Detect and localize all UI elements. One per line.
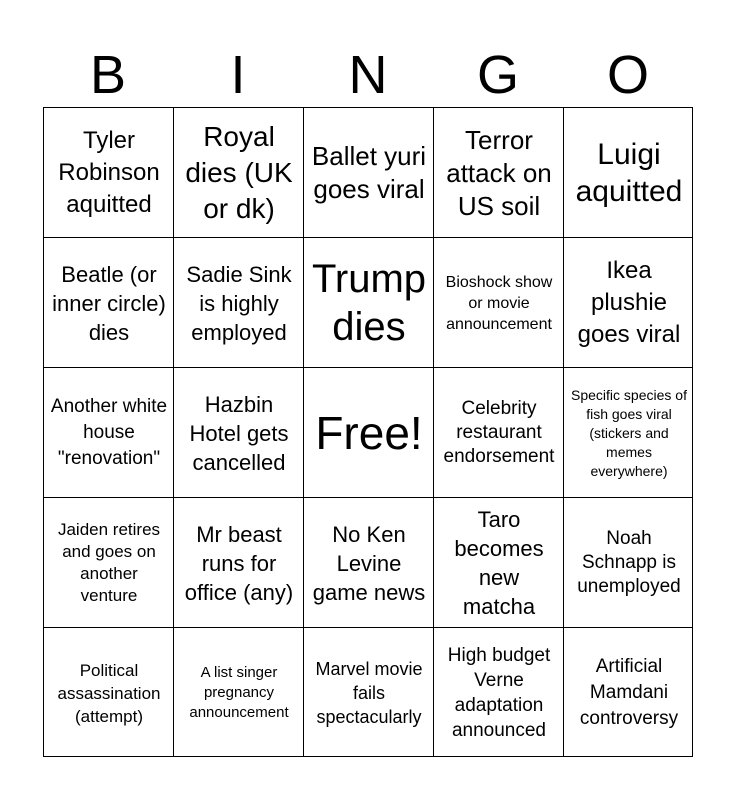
- bingo-cell[interactable]: [174, 368, 304, 498]
- cell-text: Celebrity restaurant endorsement: [443, 398, 555, 467]
- cell-text: High budget Verne adaptation announced: [447, 645, 551, 741]
- bingo-cell[interactable]: [434, 498, 564, 628]
- cell-text: Artificial Mamdani controversy: [579, 656, 679, 729]
- bingo-cell[interactable]: [44, 238, 174, 368]
- bingo-cell[interactable]: [174, 238, 304, 368]
- free-space[interactable]: [304, 368, 434, 498]
- bingo-cell[interactable]: [304, 108, 434, 238]
- bingo-cell[interactable]: [174, 498, 304, 628]
- cell-text: Terror attack on US soil: [446, 124, 552, 221]
- header-letter-o: O: [606, 45, 649, 105]
- bingo-cell[interactable]: [434, 628, 564, 758]
- cell-text: Specific species of fish goes viral (stickers and memes everywhere): [571, 386, 687, 479]
- header-letter-b: B: [89, 45, 127, 105]
- cell-text: Hazbin Hotel gets cancelled: [189, 391, 289, 475]
- bingo-cell[interactable]: [44, 108, 174, 238]
- cell-text: Ikea plushie goes viral: [577, 257, 681, 348]
- bingo-cell[interactable]: [304, 238, 434, 368]
- bingo-cell[interactable]: [564, 108, 694, 238]
- bingo-cell[interactable]: [174, 108, 304, 238]
- cell-text: Tyler Robinson aquitted: [58, 127, 160, 218]
- bingo-cell[interactable]: [174, 628, 304, 758]
- bingo-header: [43, 44, 693, 106]
- header-letter-n: N: [348, 45, 388, 105]
- bingo-cell[interactable]: [44, 368, 174, 498]
- bingo-board: [43, 107, 693, 757]
- cell-text: Sadie Sink is highly employed: [186, 261, 292, 345]
- bingo-cell[interactable]: [564, 498, 694, 628]
- bingo-cell[interactable]: [44, 498, 174, 628]
- bingo-cell[interactable]: [434, 368, 564, 498]
- cell-text: Beatle (or inner circle) dies: [52, 261, 166, 345]
- cell-text: Ballet yuri goes viral: [311, 141, 427, 204]
- bingo-cell[interactable]: [564, 628, 694, 758]
- bingo-cell[interactable]: [304, 628, 434, 758]
- cell-text: Political assassination (attempt): [57, 660, 161, 726]
- header-letter-i: I: [230, 45, 246, 105]
- cell-text: Noah Schnapp is unemployed: [577, 528, 681, 597]
- bingo-cell[interactable]: [564, 368, 694, 498]
- bingo-cell[interactable]: [44, 628, 174, 758]
- cell-text: Luigi aquitted: [575, 138, 683, 208]
- cell-text: Marvel movie fails spectacularly: [315, 659, 423, 727]
- cell-text: No Ken Levine game news: [312, 521, 426, 605]
- cell-text: Trump dies: [311, 257, 427, 349]
- cell-text: Mr beast runs for office (any): [184, 521, 294, 605]
- cell-text: A list singer pregnancy announcement: [189, 664, 289, 721]
- bingo-cell[interactable]: [564, 238, 694, 368]
- bingo-cell[interactable]: [304, 498, 434, 628]
- cell-text: Jaiden retires and goes on another venture: [57, 520, 161, 605]
- bingo-cell[interactable]: [434, 108, 564, 238]
- cell-text: Royal dies (UK or dk): [185, 121, 293, 224]
- cell-text: Free!: [315, 407, 423, 459]
- header-letter-g: G: [476, 45, 519, 105]
- cell-text: Taro becomes new matcha: [454, 507, 544, 619]
- bingo-cell[interactable]: [434, 238, 564, 368]
- cell-text: Bioshock show or movie announcement: [445, 273, 553, 333]
- cell-text: Another white house "renovation": [50, 396, 168, 469]
